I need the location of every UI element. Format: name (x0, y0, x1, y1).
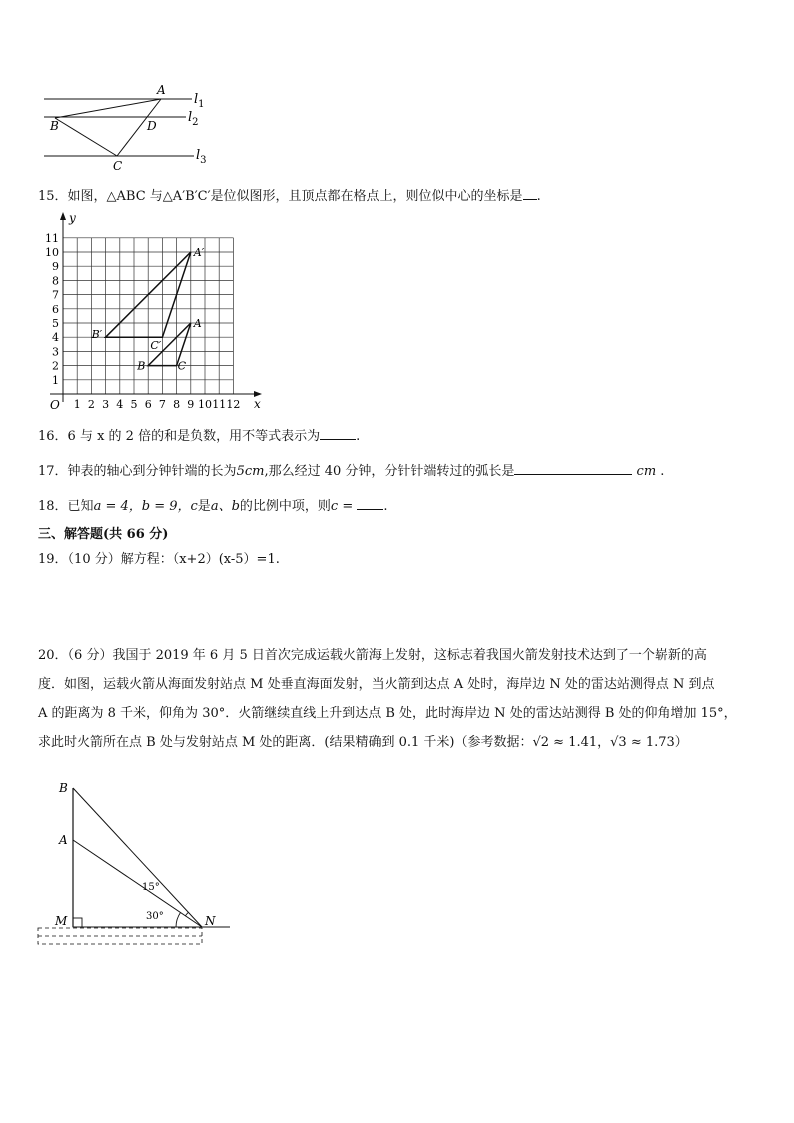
question-20 (38, 641, 737, 757)
label-a: A (59, 833, 68, 847)
x-tick-label: 7 (158, 398, 166, 411)
angle-arc-15 (185, 912, 188, 916)
y-tick-label: 4 (52, 331, 59, 345)
segment-bn (73, 788, 202, 927)
x-tick-label: 9 (187, 398, 195, 411)
y-tick-label: 10 (45, 246, 59, 259)
answer-blank[interactable] (523, 187, 537, 200)
question-number: 19． (38, 552, 68, 567)
point-label-b: B (137, 359, 146, 373)
angle-arc-30 (176, 913, 181, 928)
question-text: （10 分）解方程：（x+2）(x-5）=1. (67, 552, 280, 567)
point-label-c: C (177, 359, 187, 373)
right-angle-mark (73, 918, 82, 927)
label-angle-30: 30° (146, 911, 164, 922)
y-tick-label: 9 (52, 260, 59, 274)
x-tick-label: 12 (226, 398, 241, 411)
question-19 (38, 551, 280, 569)
x-tick-label: 11 (212, 398, 227, 411)
question-number: 18． (38, 499, 68, 514)
label-l1: $l_1$ (194, 92, 205, 110)
x-tick-label: 4 (116, 398, 124, 411)
question-17: 17．钟表的轴心到分钟针端的长为5cm,那么经过 40 分钟，分针针端转过的弧长是 cm . (38, 464, 665, 479)
x-tick-label: 1 (73, 398, 81, 411)
y-tick-label: 7 (52, 288, 59, 302)
grid-lines (63, 238, 233, 394)
point-label-b-prime: B′ (91, 328, 103, 342)
section-heading: 三、解答题(共 66 分) (38, 527, 169, 542)
question-20-line-2: 度．如图，运载火箭从海面发射站点 M 处垂直海面发射，当火箭到达点 A 处时，海岸边 N 处的雷达站测得点 N 到点 (38, 677, 715, 692)
parallel-lines-figure (40, 82, 220, 172)
label-l3: $l_3$ (196, 148, 207, 166)
label-c: C (113, 159, 123, 172)
question-20-line-1: 20．（6 分）我国于 2019 年 6 月 5 日首次完成运载火箭海上发射，这标志着我国火箭发射技术达到了一个崭新的高 (38, 648, 707, 663)
question-20-line-4: 求此时火箭所在点 B 处与发射站点 M 处的距离．(结果精确到 0.1 千米)（参考数据：√2 ≈ 1.41，√3 ≈ 1.73） (38, 735, 688, 750)
question-20-line-3: A 的距离为 8 千米，仰角为 30°．火箭继续直线上升到达点 B 处，此时海岸边 N 处的雷达站测得 B 处的仰角增加 15°， (38, 706, 737, 721)
label-d: D (147, 119, 157, 133)
y-tick-label: 11 (45, 231, 59, 245)
answer-blank[interactable] (514, 462, 632, 475)
segment-bc (55, 118, 117, 156)
question-15: 15．如图，△ABC 与△A′B′C′是位似图形，且顶点都在格点上，则位似中心的坐标是 . (38, 189, 541, 204)
question-16: 16．6 与 x 的 2 倍的和是负数，用不等式表示为 . (38, 429, 361, 444)
y-tick-label: 1 (52, 373, 59, 387)
x-tick-label: 10 (198, 398, 212, 411)
question-number: 16． (38, 429, 68, 444)
question-number: 20． (38, 648, 68, 663)
point-label-a-prime: A′ (193, 246, 205, 259)
segment-ab (55, 99, 161, 118)
x-tick-label: 6 (144, 398, 152, 411)
question-number: 15． (38, 189, 68, 204)
question-18: 18．已知a = 4，b = 9，c是a、b的比例中项，则c = . (38, 499, 388, 514)
point-labels (91, 246, 205, 373)
label-a: A (157, 83, 166, 97)
question-text: 如图，△ABC 与△A′B′C′是位似图形，且顶点都在格点上，则位似中心的坐标是 (67, 189, 523, 204)
y-tick-label: 6 (52, 302, 59, 316)
similarity-grid-figure (34, 210, 274, 420)
y-tick-labels (45, 232, 59, 387)
label-m: M (55, 914, 68, 928)
x-tick-label: 5 (130, 398, 138, 411)
x-axis-label: x (254, 397, 261, 411)
question-text: 6 与 x 的 2 倍的和是负数，用不等式表示为 (67, 429, 321, 444)
question-number: 17． (38, 464, 68, 479)
x-tick-label: 2 (87, 398, 95, 411)
y-tick-label: 5 (52, 317, 59, 330)
label-b: B (50, 119, 59, 133)
point-label-c-prime: C′ (150, 339, 162, 353)
x-tick-label: 8 (173, 398, 181, 411)
label-angle-15: 15° (142, 882, 160, 893)
y-tick-label: 8 (52, 274, 59, 288)
y-tick-label: 2 (52, 359, 59, 373)
y-axis-arrow (60, 212, 66, 220)
label-b: B (59, 781, 68, 795)
label-n: N (205, 914, 216, 928)
point-label-a: A (193, 317, 202, 330)
y-tick-label: 3 (52, 345, 59, 359)
rocket-launch-figure (36, 778, 236, 954)
x-tick-label: 3 (102, 398, 110, 411)
answer-blank[interactable] (320, 427, 356, 440)
y-axis-label: y (69, 211, 76, 225)
origin-label: O (50, 398, 60, 412)
segment-an (73, 840, 202, 927)
answer-blank[interactable] (357, 497, 383, 510)
label-l2: $l_2$ (188, 110, 199, 128)
x-tick-labels (74, 398, 241, 411)
